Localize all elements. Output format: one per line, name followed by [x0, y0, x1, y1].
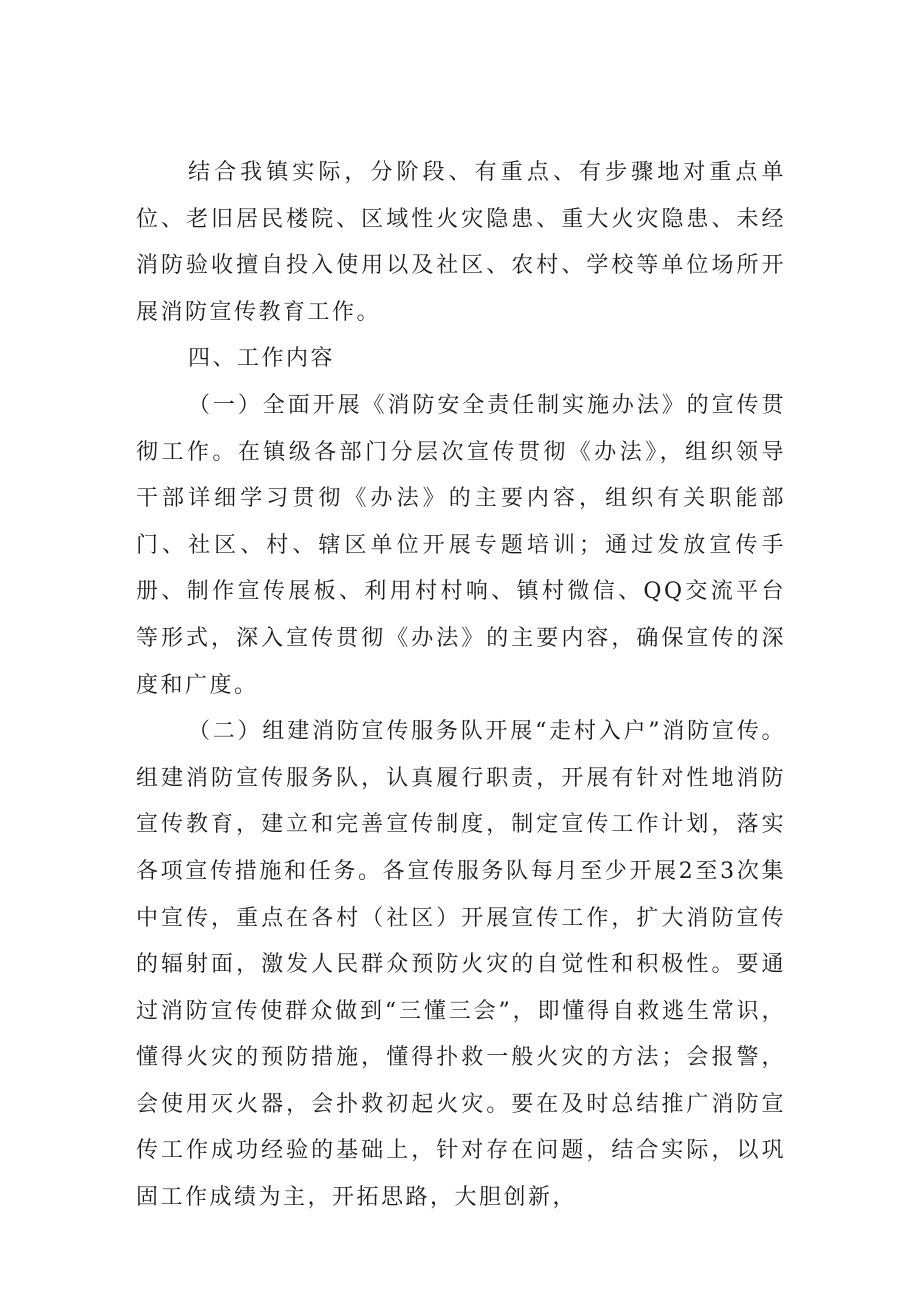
section-heading-work-content: 四、工作内容 [188, 346, 336, 372]
paragraph-scope: 结合我镇实际，分阶段、有重点、有步骤地对重点单位、老旧居民楼院、区域性火灾隐患、重大火灾隐患、未经消防验收擅自投入使用以及社区、农村、学校等单位场所开展消防宣传教育工作。 [136, 160, 786, 325]
paragraph-item-2: （二）组建消防宣传服务队开展“走村入户”消防宣传。组建消防宣传服务队，认真履行职责，开展有针对性地消防宣传教育，建立和完善宣传制度，制定宣传工作计划，落实各项宣传措施和任务。各宣传服务队每月至少开展2至3次集中宣传，重点在各村（社区）开展宣传工作，扩大消防宣传的辐射面，激发人民群众预防火灾的自觉性和积极性。要通过消防宣传使群众做到“三懂三会”，即懂得自救逃生常识，懂得火灾的预防措施，懂得扑救一般火灾的方法；会报警，会使用灭火器，会扑救初起火灾。要在及时总结推广消防宣传工作成功经验的基础上，针对存在问题，结合实际，以巩固工作成绩为主，开拓思路，大胆创新， [136, 719, 786, 1211]
document-body [136, 150, 786, 1222]
paragraph-item-1: （一）全面开展《消防安全责任制实施办法》的宣传贯彻工作。在镇级各部门分层次宣传贯彻《办法》，组织领导干部详细学习贯彻《办法》的主要内容，组织有关职能部门、社区、村、辖区单位开展专题培训；通过发放宣传手册、制作宣传展板、利用村村响、镇村微信、QQ交流平台等形式，深入宣传贯彻《办法》的主要内容，确保宣传的深度和广度。 [136, 392, 786, 698]
